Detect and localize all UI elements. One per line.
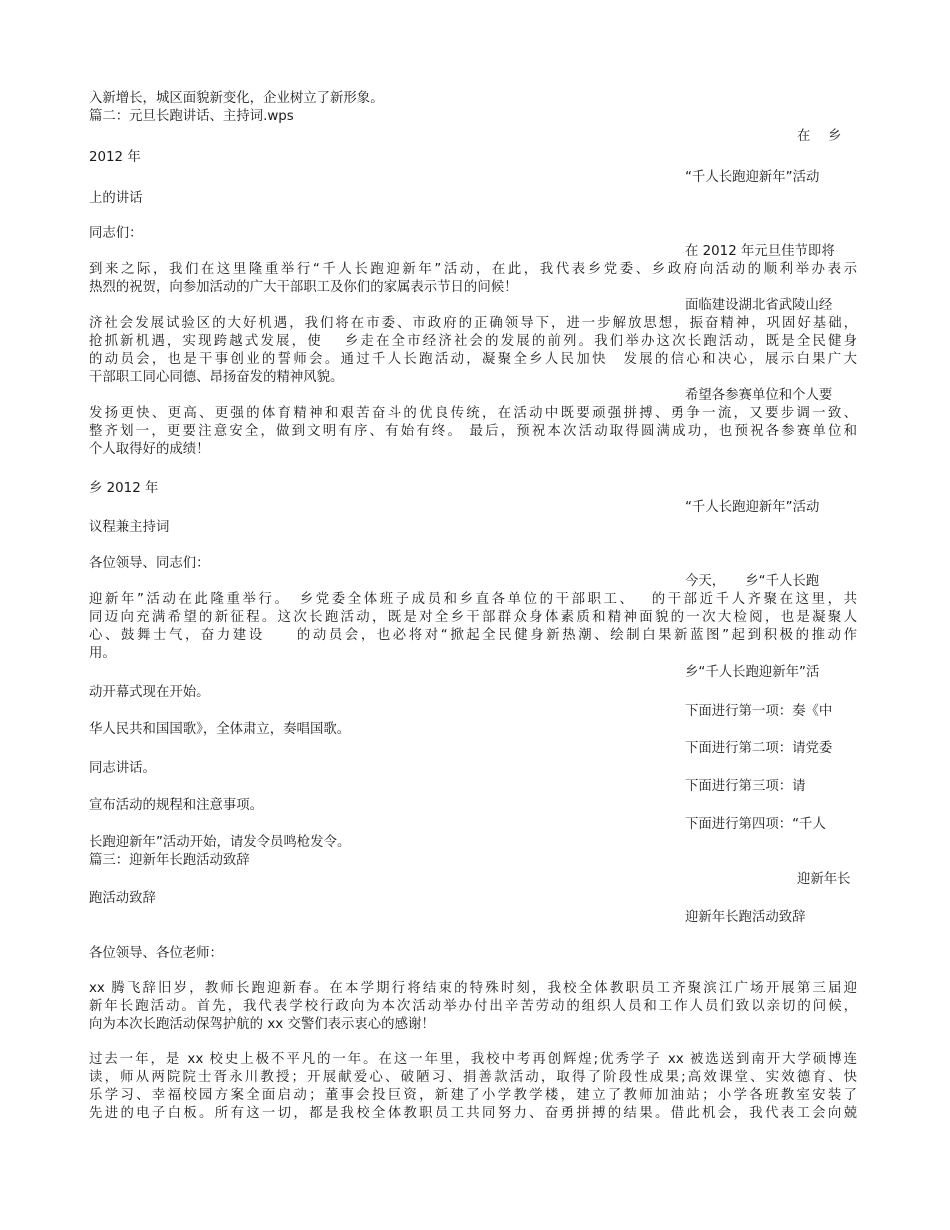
- text-line: 下面进行第三项：请: [685, 779, 806, 794]
- text-line: “千人长跑迎新年”活动: [685, 170, 820, 185]
- text-line: 面临建设湖北省武陵山经: [685, 298, 833, 313]
- text-line: 过去一年，是 xx 校史上极不平凡的一年。在这一年里，我校中考再创辉煌;优秀学子 xx 被选送到南开大学硕博连: [89, 1052, 857, 1067]
- text-line: 乡 2012 年: [89, 481, 159, 496]
- text-line: 同志讲话。: [89, 761, 156, 776]
- text-line: 向为本次长跑活动保驾护航的 xx 交警们表示衷心的感谢！: [89, 1017, 435, 1032]
- text-line: 同志们：: [89, 226, 143, 241]
- text-line: 抢抓新机遇，实现跨越式发展，使 乡走在全市经济社会的发展的前列。我们举办这次长跑活动，既是全民健身: [89, 334, 857, 349]
- text-line: 到来之际，我们在这里隆重举行“千人长跑迎新年”活动，在此，我代表乡党委、乡政府向活动的顺利举办表示: [89, 262, 857, 277]
- text-line: 读，师从两院院士胥永川教授；开展献爱心、破陋习、捐善款活动，取得了阶段性成果;高效课堂、实效德育、快: [89, 1070, 857, 1085]
- text-line: 上的讲话: [89, 191, 143, 206]
- text-line: 乡“千人长跑迎新年”活: [685, 665, 820, 680]
- text-line: 下面进行第一项：奏《中: [685, 704, 833, 719]
- text-line: 在 2012 年元旦佳节即将: [685, 244, 835, 259]
- text-line: 迎新年长: [797, 872, 851, 887]
- text-line: 济社会发展试验区的大好机遇，我们将在市委、市政府的正确领导下，进一步解放思想，振奋精神，巩固好基础，: [89, 316, 857, 331]
- text-line: 希望各参赛单位和个人要: [685, 388, 833, 403]
- text-line: xx 腾飞辞旧岁，教师长跑迎新春。在本学期行将结束的特殊时刻，我校全体教职员工齐聚滨江广场开展第三届迎: [89, 981, 857, 996]
- text-line: 下面进行第二项：请党委: [685, 741, 833, 756]
- text-line: 先进的电子白板。所有这一切，都是我校全体教职员工共同努力、奋勇拼搏的结果。借此机会，我代表工会向兢: [89, 1106, 857, 1121]
- text-line: 新年长跑活动。首先，我代表学校行政向为本次活动举办付出辛苦劳动的组织人员和工作人员们致以亲切的问候，: [89, 999, 857, 1014]
- text-line: 乐学习、幸福校园方案全面启动；董事会投巨资，新建了小学教学楼，建立了教师加油站；小学各班教室安装了: [89, 1088, 857, 1103]
- text-line: 发扬更快、更高、更强的体育精神和艰苦奋斗的优良传统，在活动中既要顽强拼搏、勇争一流，又要步调一致、: [89, 406, 857, 421]
- text-line: 在 乡: [797, 129, 842, 144]
- text-line: 入新增长，城区面貌新变化，企业树立了新形象。: [89, 91, 384, 106]
- text-line: 议程兼主持词: [89, 520, 170, 535]
- text-line: “千人长跑迎新年”活动: [685, 500, 820, 515]
- text-line: 同迈向充满希望的新征程。这次长跑活动，既是对全乡干部群众身体素质和精神面貌的一次大检阅，也是凝聚人: [89, 610, 857, 625]
- text-line: 干部职工同心同德、昂扬奋发的精神风貌。: [89, 370, 344, 385]
- text-line: 长跑迎新年”活动开始，请发令员鸣枪发令。: [89, 835, 351, 850]
- text-line: 迎新年长跑活动致辞: [685, 910, 806, 925]
- text-line: 热烈的祝贺，向参加活动的广大干部职工及你们的家属表示节日的问候！: [89, 280, 518, 295]
- text-line: 各位领导、各位老师：: [89, 946, 223, 961]
- text-line: 个人取得好的成绩！: [89, 442, 210, 457]
- text-line: 2012 年: [89, 150, 141, 165]
- text-line: 心、鼓舞士气，奋力建设 的动员会，也必将对“掀起全民健身新热潮、绘制白果新蓝图”起到积极的推动作: [89, 628, 857, 643]
- text-line: 宣布活动的规程和注意事项。: [89, 798, 264, 813]
- section-heading: 篇二：元旦长跑讲话、主持词.wps: [89, 109, 294, 124]
- section-heading: 篇三：迎新年长跑活动致辞: [89, 853, 250, 868]
- text-line: 迎新年”活动在此隆重举行。 乡党委全体班子成员和乡直各单位的干部职工、 的干部近千人齐聚在这里，共: [89, 592, 857, 607]
- text-line: 下面进行第四项：“千人: [685, 817, 826, 832]
- text-line: 今天， 乡“千人长跑: [685, 574, 820, 589]
- text-line: 动开幕式现在开始。: [89, 685, 210, 700]
- text-line: 用。: [89, 646, 116, 661]
- text-line: 的动员会，也是干事创业的誓师会。通过千人长跑活动，凝聚全乡人民加快 发展的信心和决心，展示白果广大: [89, 352, 857, 367]
- text-line: 华人民共和国国歌》，全体肃立，奏唱国歌。: [89, 722, 351, 737]
- text-line: 跑活动致辞: [89, 891, 156, 906]
- text-line: 各位领导、同志们：: [89, 556, 210, 571]
- text-line: 整齐划一，更要注意安全，做到文明有序、有始有终。 最后，预祝本次活动取得圆满成功，也预祝各参赛单位和: [89, 424, 857, 439]
